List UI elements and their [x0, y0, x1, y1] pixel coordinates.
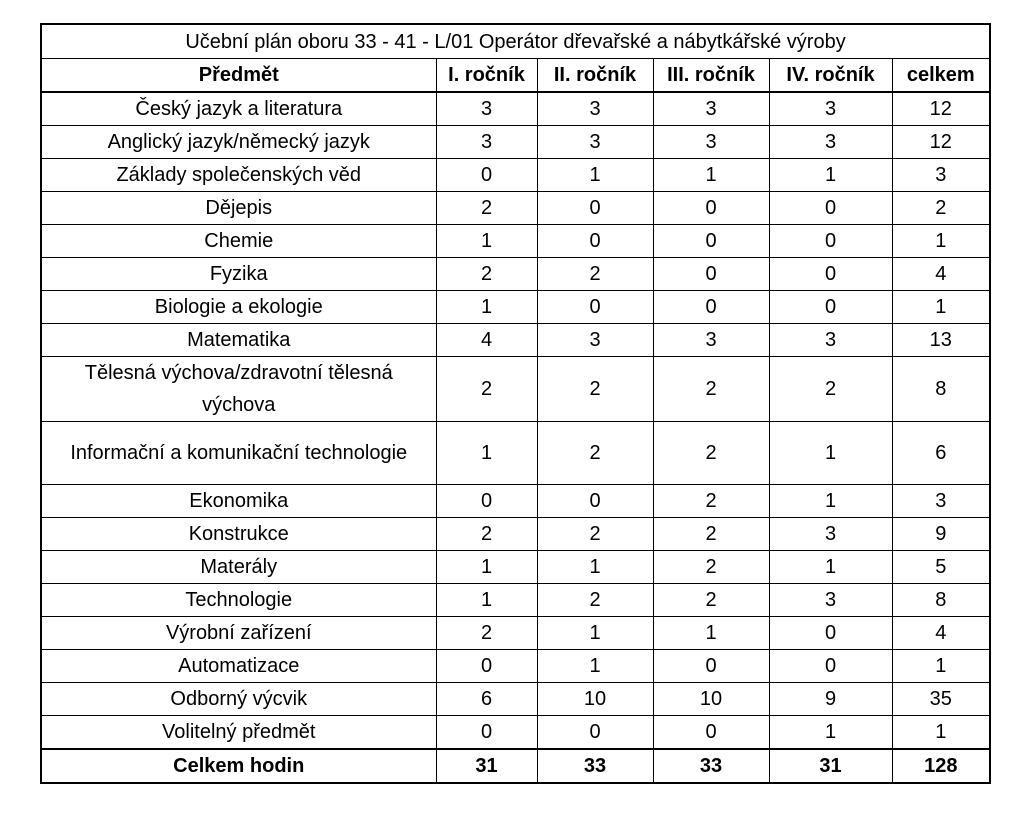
year-1-cell: 0: [436, 716, 537, 750]
totals-year-1: 31: [436, 749, 537, 783]
subject-cell: Materály: [41, 551, 436, 584]
total-cell: 8: [892, 357, 990, 422]
table-title-row: [41, 24, 990, 59]
year-4-cell: 0: [769, 192, 892, 225]
header-year-3: III. ročník: [653, 59, 769, 93]
header-year-1: I. ročník: [436, 59, 537, 93]
table-row: [41, 716, 990, 750]
subject-cell: Český jazyk a literatura: [41, 92, 436, 126]
year-1-cell: 2: [436, 192, 537, 225]
year-2-cell: 3: [537, 92, 653, 126]
year-4-cell: 0: [769, 650, 892, 683]
header-total: celkem: [892, 59, 990, 93]
year-1-cell: 1: [436, 225, 537, 258]
totals-row: [41, 749, 990, 783]
total-cell: 4: [892, 258, 990, 291]
table-row: [41, 683, 990, 716]
table-row: [41, 551, 990, 584]
year-1-cell: 0: [436, 650, 537, 683]
total-cell: 1: [892, 716, 990, 750]
year-3-cell: 2: [653, 551, 769, 584]
total-cell: 1: [892, 650, 990, 683]
year-3-cell: 1: [653, 159, 769, 192]
table-row: [41, 357, 990, 422]
year-3-cell: 1: [653, 617, 769, 650]
total-cell: 12: [892, 92, 990, 126]
table-title: Učební plán oboru 33 - 41 - L/01 Operátor dřevařské a nábytkářské výroby: [41, 24, 990, 59]
year-4-cell: 0: [769, 617, 892, 650]
year-2-cell: 2: [537, 584, 653, 617]
header-subject: Předmět: [41, 59, 436, 93]
subject-cell: Ekonomika: [41, 485, 436, 518]
year-1-cell: 1: [436, 584, 537, 617]
subject-cell: Informační a komunikační technologie: [41, 422, 436, 485]
year-2-cell: 2: [537, 258, 653, 291]
year-4-cell: 3: [769, 518, 892, 551]
total-cell: 3: [892, 485, 990, 518]
totals-year-4: 31: [769, 749, 892, 783]
year-3-cell: 2: [653, 422, 769, 485]
table-row: [41, 291, 990, 324]
year-4-cell: 1: [769, 485, 892, 518]
year-4-cell: 1: [769, 159, 892, 192]
year-3-cell: 3: [653, 324, 769, 357]
year-4-cell: 0: [769, 258, 892, 291]
subject-cell: Dějepis: [41, 192, 436, 225]
total-cell: 6: [892, 422, 990, 485]
total-cell: 8: [892, 584, 990, 617]
table-row: [41, 126, 990, 159]
year-2-cell: 2: [537, 422, 653, 485]
year-1-cell: 4: [436, 324, 537, 357]
year-1-cell: 2: [436, 357, 537, 422]
total-cell: 2: [892, 192, 990, 225]
year-1-cell: 3: [436, 126, 537, 159]
year-3-cell: 0: [653, 258, 769, 291]
table-row: [41, 258, 990, 291]
header-year-4: IV. ročník: [769, 59, 892, 93]
year-2-cell: 10: [537, 683, 653, 716]
year-2-cell: 0: [537, 192, 653, 225]
table-row: [41, 485, 990, 518]
year-2-cell: 3: [537, 126, 653, 159]
totals-label: Celkem hodin: [41, 749, 436, 783]
subject-cell: Odborný výcvik: [41, 683, 436, 716]
subject-cell: Výrobní zařízení: [41, 617, 436, 650]
table-row: [41, 159, 990, 192]
totals-year-3: 33: [653, 749, 769, 783]
year-2-cell: 3: [537, 324, 653, 357]
table-row: [41, 225, 990, 258]
year-3-cell: 0: [653, 716, 769, 750]
year-2-cell: 2: [537, 357, 653, 422]
year-4-cell: 0: [769, 291, 892, 324]
subject-cell: Konstrukce: [41, 518, 436, 551]
totals-year-2: 33: [537, 749, 653, 783]
subject-cell: Chemie: [41, 225, 436, 258]
table-row: [41, 324, 990, 357]
year-4-cell: 1: [769, 716, 892, 750]
year-1-cell: 0: [436, 485, 537, 518]
total-cell: 1: [892, 291, 990, 324]
table-row: [41, 617, 990, 650]
year-4-cell: 3: [769, 324, 892, 357]
year-1-cell: 2: [436, 518, 537, 551]
year-3-cell: 3: [653, 126, 769, 159]
year-1-cell: 1: [436, 422, 537, 485]
year-2-cell: 2: [537, 518, 653, 551]
year-3-cell: 0: [653, 225, 769, 258]
year-1-cell: 6: [436, 683, 537, 716]
total-cell: 9: [892, 518, 990, 551]
table-row: [41, 92, 990, 126]
year-3-cell: 0: [653, 650, 769, 683]
table-row: [41, 584, 990, 617]
year-1-cell: 3: [436, 92, 537, 126]
table-row: [41, 518, 990, 551]
total-cell: 4: [892, 617, 990, 650]
header-year-2: II. ročník: [537, 59, 653, 93]
year-3-cell: 10: [653, 683, 769, 716]
year-2-cell: 1: [537, 650, 653, 683]
year-4-cell: 0: [769, 225, 892, 258]
year-4-cell: 9: [769, 683, 892, 716]
year-4-cell: 3: [769, 126, 892, 159]
year-1-cell: 0: [436, 159, 537, 192]
year-3-cell: 2: [653, 357, 769, 422]
year-3-cell: 2: [653, 485, 769, 518]
year-4-cell: 3: [769, 584, 892, 617]
year-2-cell: 0: [537, 716, 653, 750]
total-cell: 1: [892, 225, 990, 258]
year-2-cell: 0: [537, 225, 653, 258]
curriculum-table: [40, 23, 991, 784]
total-cell: 35: [892, 683, 990, 716]
totals-grand-total: 128: [892, 749, 990, 783]
year-3-cell: 2: [653, 518, 769, 551]
subject-cell: Anglický jazyk/německý jazyk: [41, 126, 436, 159]
year-4-cell: 2: [769, 357, 892, 422]
subject-cell: Fyzika: [41, 258, 436, 291]
subject-cell: Technologie: [41, 584, 436, 617]
table-row: [41, 650, 990, 683]
year-4-cell: 3: [769, 92, 892, 126]
year-3-cell: 0: [653, 192, 769, 225]
total-cell: 3: [892, 159, 990, 192]
table-row: [41, 192, 990, 225]
table-header-row: [41, 59, 990, 93]
year-1-cell: 1: [436, 291, 537, 324]
year-3-cell: 0: [653, 291, 769, 324]
year-2-cell: 1: [537, 159, 653, 192]
year-2-cell: 0: [537, 291, 653, 324]
table-body: [41, 92, 990, 783]
year-1-cell: 2: [436, 258, 537, 291]
year-3-cell: 2: [653, 584, 769, 617]
year-2-cell: 1: [537, 551, 653, 584]
table-row: [41, 422, 990, 485]
year-4-cell: 1: [769, 551, 892, 584]
subject-cell: Tělesná výchova/zdravotní tělesná výchova: [41, 357, 436, 422]
subject-cell: Automatizace: [41, 650, 436, 683]
subject-cell: Základy společenských věd: [41, 159, 436, 192]
subject-cell: Matematika: [41, 324, 436, 357]
total-cell: 5: [892, 551, 990, 584]
total-cell: 13: [892, 324, 990, 357]
subject-cell: Volitelný předmět: [41, 716, 436, 750]
subject-cell: Biologie a ekologie: [41, 291, 436, 324]
year-1-cell: 1: [436, 551, 537, 584]
year-1-cell: 2: [436, 617, 537, 650]
year-4-cell: 1: [769, 422, 892, 485]
year-2-cell: 0: [537, 485, 653, 518]
year-2-cell: 1: [537, 617, 653, 650]
total-cell: 12: [892, 126, 990, 159]
year-3-cell: 3: [653, 92, 769, 126]
